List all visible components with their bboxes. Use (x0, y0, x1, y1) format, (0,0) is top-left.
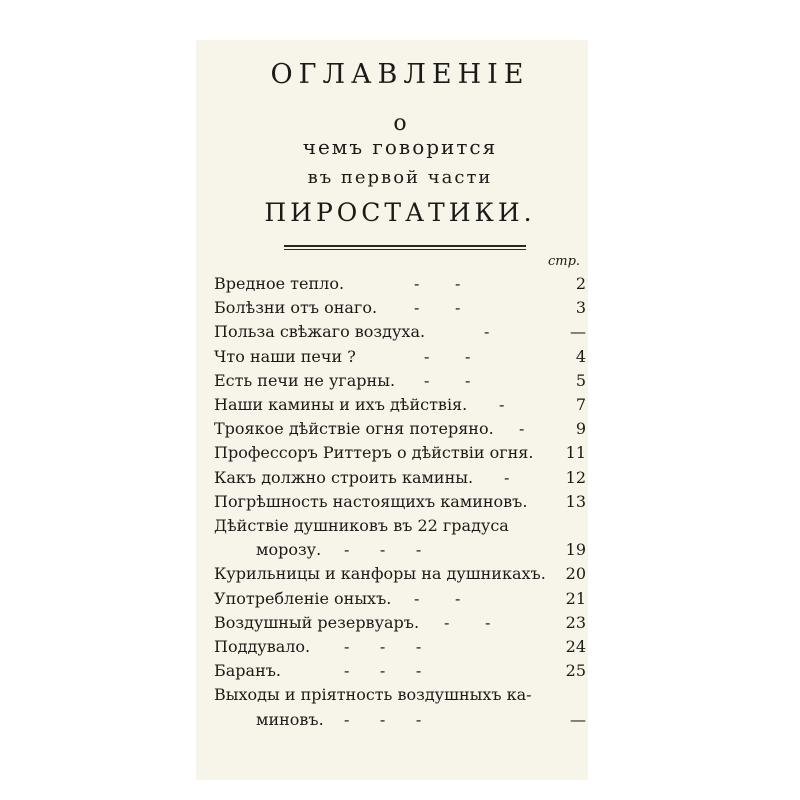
toc-entry (214, 514, 586, 538)
toc-entry-page: 21 (565, 588, 586, 608)
toc-entry (214, 611, 586, 635)
toc-entry-page: 7 (575, 395, 586, 414)
toc-entry (214, 369, 586, 393)
toc-entry-page: 25 (565, 661, 586, 681)
toc-entry (214, 393, 586, 417)
heading-contents: ОГЛАВЛЕНІЕ (270, 59, 530, 90)
toc-entry-leader: - (499, 395, 505, 414)
toc-entry-title: Дѣйствіе душниковъ въ 22 градуса (214, 516, 509, 535)
toc-entry-title: Наши камины и ихъ дѣйствія. (214, 395, 468, 414)
toc-entry (214, 659, 586, 683)
toc-entry (214, 562, 586, 586)
toc-entry-title: морозу. (256, 540, 322, 560)
toc-entry-page: 5 (575, 370, 586, 390)
heading-book-title: ПИРОСТАТИКИ. (264, 198, 536, 227)
toc-entry-page: 3 (575, 298, 586, 318)
heading-part: въ первой части (307, 167, 493, 188)
toc-entry-leader: - - (414, 588, 461, 608)
toc-entry-leader: - - (414, 298, 461, 318)
toc-entry (214, 490, 586, 514)
toc-entry-page: 24 (565, 637, 586, 656)
toc-entry-page: 12 (565, 467, 586, 487)
toc-entry (214, 441, 586, 465)
toc-entry-page: 20 (565, 564, 586, 584)
toc-entry (214, 345, 586, 369)
toc-entry (214, 683, 586, 707)
toc-entry (214, 635, 586, 659)
toc-entry (214, 272, 586, 296)
toc-entry (214, 587, 586, 611)
toc-entry-title: миновъ. (256, 709, 324, 729)
toc-entry-title: Болѣзни отъ онаго. (214, 298, 378, 318)
toc-entry-title: Какъ должно строить камины. (214, 467, 474, 487)
toc-entry-leader: - (519, 419, 525, 439)
toc-entry (214, 466, 586, 490)
toc-entry-title: Баранъ. (214, 661, 282, 681)
heading-subject: чемъ говорится (302, 135, 498, 159)
toc-entry-page: 11 (565, 443, 586, 463)
toc-entry-title: Погрѣшность настоящихъ каминовъ. (214, 491, 528, 511)
toc-entry-leader: - - - (344, 709, 422, 729)
toc-entry-title: Поддувало. (214, 637, 311, 656)
toc-entry-leader: - - (414, 274, 461, 293)
toc-entry-leader: - - (424, 370, 471, 390)
toc-entry-title: Воздушный резервуаръ. (214, 612, 420, 632)
toc-entry-page: 23 (565, 612, 586, 632)
toc-entry-page: — (570, 709, 586, 729)
toc-entry-title: Профессоръ Риттеръ о дѣйствіи огня. (214, 443, 534, 463)
toc-entry-leader: - - - (344, 637, 422, 656)
toc-entry-page: 2 (575, 274, 586, 293)
toc-entry-title: Курильницы и канфоры на душникахъ. (214, 564, 546, 584)
toc-entry-title: Троякое дѣйствіе огня потеряно. (214, 419, 494, 439)
heading-about: о (393, 111, 407, 136)
toc-entry-leader: - - (424, 346, 471, 366)
toc-entry-leader: - - - (344, 661, 422, 681)
toc-entry-title: Что наши печи ? (214, 346, 356, 366)
toc-entry (214, 417, 586, 441)
toc-entry-title: Выходы и пріятность воздушныхъ ка- (214, 685, 532, 705)
toc-entry-title: Есть печи не угарны. (214, 370, 396, 390)
toc-entry-title: Вредное тепло. (214, 274, 345, 293)
toc-entry-page: 9 (575, 419, 586, 439)
toc-entry-page: 13 (565, 491, 586, 511)
toc-entry-leader: - (504, 467, 510, 487)
toc-entry-page: 4 (575, 346, 586, 366)
page-column-label: стр. (548, 254, 581, 269)
toc-entry-leader: - - - (344, 540, 422, 560)
toc-entry-leader: - (484, 322, 490, 342)
toc-entry (214, 320, 586, 344)
toc-entry (214, 296, 586, 320)
toc-entry-page: — (570, 322, 586, 342)
toc-entry-title: Польза свѣжаго воздуха. (214, 322, 426, 342)
toc-entry (214, 708, 586, 732)
toc-entry-title: Употребленіе оныхъ. (214, 588, 392, 608)
toc-entry-leader: - - (444, 612, 491, 632)
toc-entry-page: 19 (565, 540, 586, 560)
toc-entry (214, 538, 586, 562)
